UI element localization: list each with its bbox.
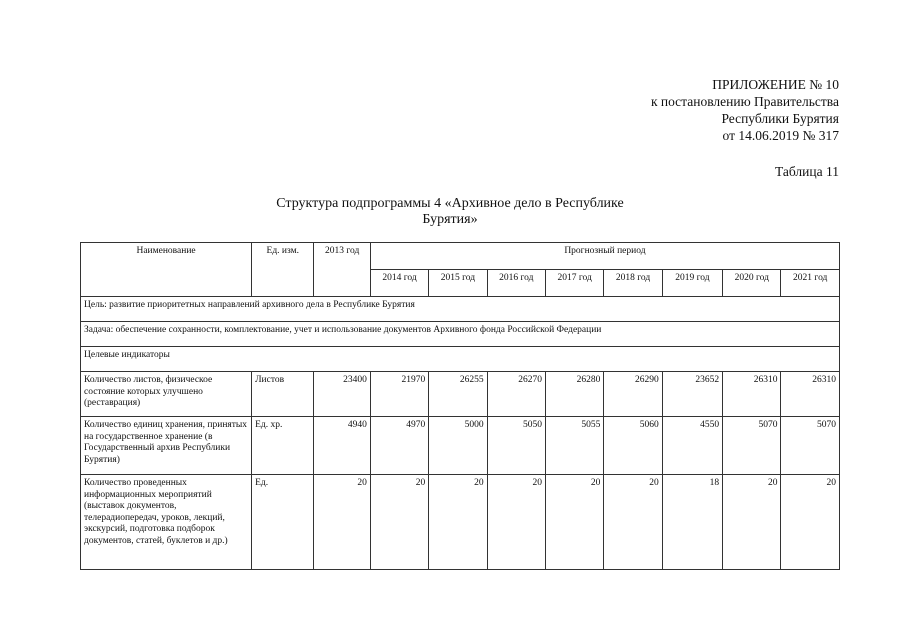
row-unit: Ед. хр. [252, 417, 314, 475]
row-value: 4550 [662, 417, 722, 475]
subprogram-structure-table [80, 242, 840, 570]
row-name: Количество проведенных информационных мероприятий (выставок документов, телерадиопередач, уроков, лекций, экскурсий, подготовка подборок документов, статей, буклетов и др.) [81, 475, 252, 570]
document-title-line-2: Бурятия» [422, 212, 478, 227]
row-value: 4970 [370, 417, 428, 475]
row-value: 20 [487, 475, 545, 570]
row-value: 5050 [487, 417, 545, 475]
row-value: 26255 [429, 372, 487, 417]
header-name: Наименование [81, 243, 252, 297]
row-value: 20 [781, 475, 840, 570]
header-base-year: 2013 год [314, 243, 370, 297]
row-value: 20 [604, 475, 662, 570]
header-year: 2020 год [723, 270, 781, 297]
header-year: 2014 год [370, 270, 428, 297]
row-value: 26310 [723, 372, 781, 417]
header-year: 2015 год [429, 270, 487, 297]
header-forecast-period: Прогнозный период [370, 243, 839, 270]
document-title [240, 196, 660, 228]
row-value: 5000 [429, 417, 487, 475]
table-row [81, 417, 840, 475]
row-value: 20 [429, 475, 487, 570]
row-value: 20 [723, 475, 781, 570]
document-title-line-1: Структура подпрограммы 4 «Архивное дело в Республике [276, 196, 624, 211]
task-row [81, 322, 840, 347]
row-value: 23400 [314, 372, 370, 417]
row-value: 5070 [781, 417, 840, 475]
row-value: 20 [314, 475, 370, 570]
goal-row [81, 297, 840, 322]
indicators-label: Целевые индикаторы [81, 347, 840, 372]
row-value: 5055 [545, 417, 603, 475]
header-unit: Ед. изм. [252, 243, 314, 297]
appendix-header [499, 76, 839, 144]
row-value: 20 [545, 475, 603, 570]
appendix-republic-line: Республики Бурятия [721, 111, 839, 126]
table-number: Таблица 11 [775, 164, 839, 179]
row-value: 26290 [604, 372, 662, 417]
header-year: 2019 год [662, 270, 722, 297]
appendix-title: ПРИЛОЖЕНИЕ № 10 [712, 77, 839, 92]
row-value: 23652 [662, 372, 722, 417]
table-row [81, 372, 840, 417]
table-header-row [81, 243, 840, 270]
row-value: 5060 [604, 417, 662, 475]
header-year: 2021 год [781, 270, 840, 297]
row-value: 26280 [545, 372, 603, 417]
row-value: 4940 [314, 417, 370, 475]
row-name: Количество листов, физическое состояние которых улучшено (реставрация) [81, 372, 252, 417]
appendix-date-number: от 14.06.2019 № 317 [722, 128, 839, 143]
header-year: 2017 год [545, 270, 603, 297]
row-unit: Листов [252, 372, 314, 417]
indicators-row [81, 347, 840, 372]
goal-text: Цель: развитие приоритетных направлений архивного дела в Республике Бурятия [81, 297, 840, 322]
row-value: 26310 [781, 372, 840, 417]
row-unit: Ед. [252, 475, 314, 570]
row-value: 18 [662, 475, 722, 570]
table-row [81, 475, 840, 570]
row-value: 20 [370, 475, 428, 570]
appendix-resolution-line: к постановлению Правительства [650, 94, 839, 109]
header-year: 2016 год [487, 270, 545, 297]
row-value: 26270 [487, 372, 545, 417]
row-value: 21970 [370, 372, 428, 417]
row-name: Количество единиц хранения, принятых на государственное хранение (в Государственный архив Республики Бурятия) [81, 417, 252, 475]
header-year: 2018 год [604, 270, 662, 297]
row-value: 5070 [723, 417, 781, 475]
task-text: Задача: обеспечение сохранности, комплектование, учет и использование документов Архивного фонда Российской Федерации [81, 322, 840, 347]
